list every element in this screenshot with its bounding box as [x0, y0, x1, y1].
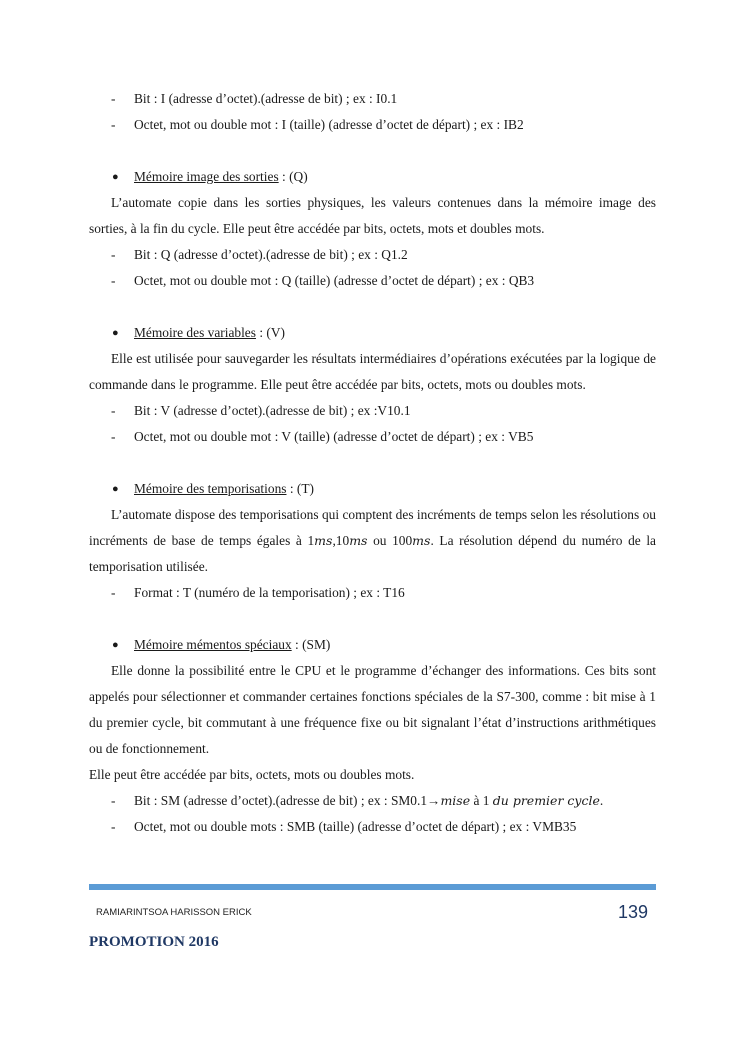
section-paragraph: L’automate copie dans les sorties physiques, les valeurs contenues dans la mémoire image des sorties, à la fin du cycle. Elle peut être accédée par bits, octets, mots et doubles mots.	[89, 195, 656, 236]
dash-marker: -	[111, 91, 116, 106]
dash-marker: -	[111, 403, 116, 418]
section-heading	[89, 164, 656, 190]
section-suffix: : (SM)	[291, 637, 331, 652]
footer-author: RAMIARINTSOA HARISSON ERICK	[96, 907, 252, 918]
page-content	[89, 86, 656, 840]
dash-marker: -	[111, 819, 116, 834]
section-paragraph: Elle donne la possibilité entre le CPU et le programme d’échanger des informations. Ces bits sont appelés pour sélectionner et commander certaines fonctions spéciales de la S7-300, comme : bit mise à 1 du premier cycle, bit commutant à une fréquence fixe ou bit signalant l’état d’instructions arithmétiques ou de fonctionnement.	[89, 663, 656, 756]
section-title: Mémoire mémentos spéciaux	[134, 637, 292, 652]
section-heading	[89, 320, 656, 346]
dash-marker: -	[111, 585, 116, 600]
footer-promotion: PROMOTION 2016	[89, 934, 219, 950]
list-item-text: Format : T (numéro de la temporisation) ; ex : T16	[134, 585, 405, 600]
section-paragraph: Elle peut être accédée par bits, octets, mots ou doubles mots.	[89, 767, 415, 782]
section-title: Mémoire des variables	[134, 325, 256, 340]
list-item	[89, 398, 656, 424]
section-paragraph: Elle est utilisée pour sauvegarder les résultats intermédiaires d’opérations exécutées par la logique de commande dans le programme. Elle peut être accédée par bits, octets, mots ou doubles mots.	[89, 351, 656, 392]
section-title: Mémoire image des sorties	[134, 169, 279, 184]
bullet-icon: ●	[112, 639, 119, 651]
bullet-icon: ●	[112, 483, 119, 495]
page-number: 139	[617, 902, 648, 922]
list-item	[89, 814, 656, 840]
section-heading	[89, 632, 656, 658]
dash-marker: -	[111, 429, 116, 444]
section-title: Mémoire des temporisations	[134, 481, 287, 496]
list-item	[89, 242, 656, 268]
list-item	[89, 112, 656, 138]
list-item	[89, 86, 656, 112]
footer-divider	[89, 884, 656, 890]
section-heading	[89, 476, 656, 502]
dash-marker: -	[111, 247, 116, 262]
list-item-text: Octet, mot ou double mots : SMB (taille) (adresse d’octet de départ) ; ex : VMB35	[134, 819, 577, 834]
section-suffix: : (T)	[286, 481, 314, 496]
dash-marker: -	[111, 117, 116, 132]
bullet-icon: ●	[112, 171, 119, 183]
list-item-text: Bit : I (adresse d’octet).(adresse de bit) ; ex : I0.1	[134, 91, 398, 106]
dash-marker: -	[111, 273, 116, 288]
section-suffix: : (V)	[255, 325, 285, 340]
section-paragraph: L’automate dispose des temporisations qui comptent des incréments de temps selon les résolutions ou incréments de base de temps égales à 1ms,10ms ou 100ms. La résolution dépend du numéro de la temporisation utilisée.	[89, 507, 656, 574]
list-item	[89, 424, 656, 450]
list-item-text: Bit : SM (adresse d’octet).(adresse de bit) ; ex : SM0.1→mise à 1 du premier cycle.	[134, 793, 604, 808]
bullet-icon: ●	[112, 327, 119, 339]
list-item	[89, 580, 656, 606]
list-item-text: Bit : Q (adresse d’octet).(adresse de bit) ; ex : Q1.2	[134, 247, 408, 262]
list-item-text: Octet, mot ou double mot : Q (taille) (adresse d’octet de départ) ; ex : QB3	[134, 273, 535, 288]
section-suffix: : (Q)	[278, 169, 308, 184]
list-item	[89, 268, 656, 294]
list-item-text: Octet, mot ou double mot : I (taille) (adresse d’octet de départ) ; ex : IB2	[134, 117, 524, 132]
list-item-text: Octet, mot ou double mot : V (taille) (adresse d’octet de départ) ; ex : VB5	[134, 429, 534, 444]
list-item-text: Bit : V (adresse d’octet).(adresse de bit) ; ex :V10.1	[134, 403, 411, 418]
dash-marker: -	[111, 793, 116, 808]
list-item	[89, 788, 656, 814]
